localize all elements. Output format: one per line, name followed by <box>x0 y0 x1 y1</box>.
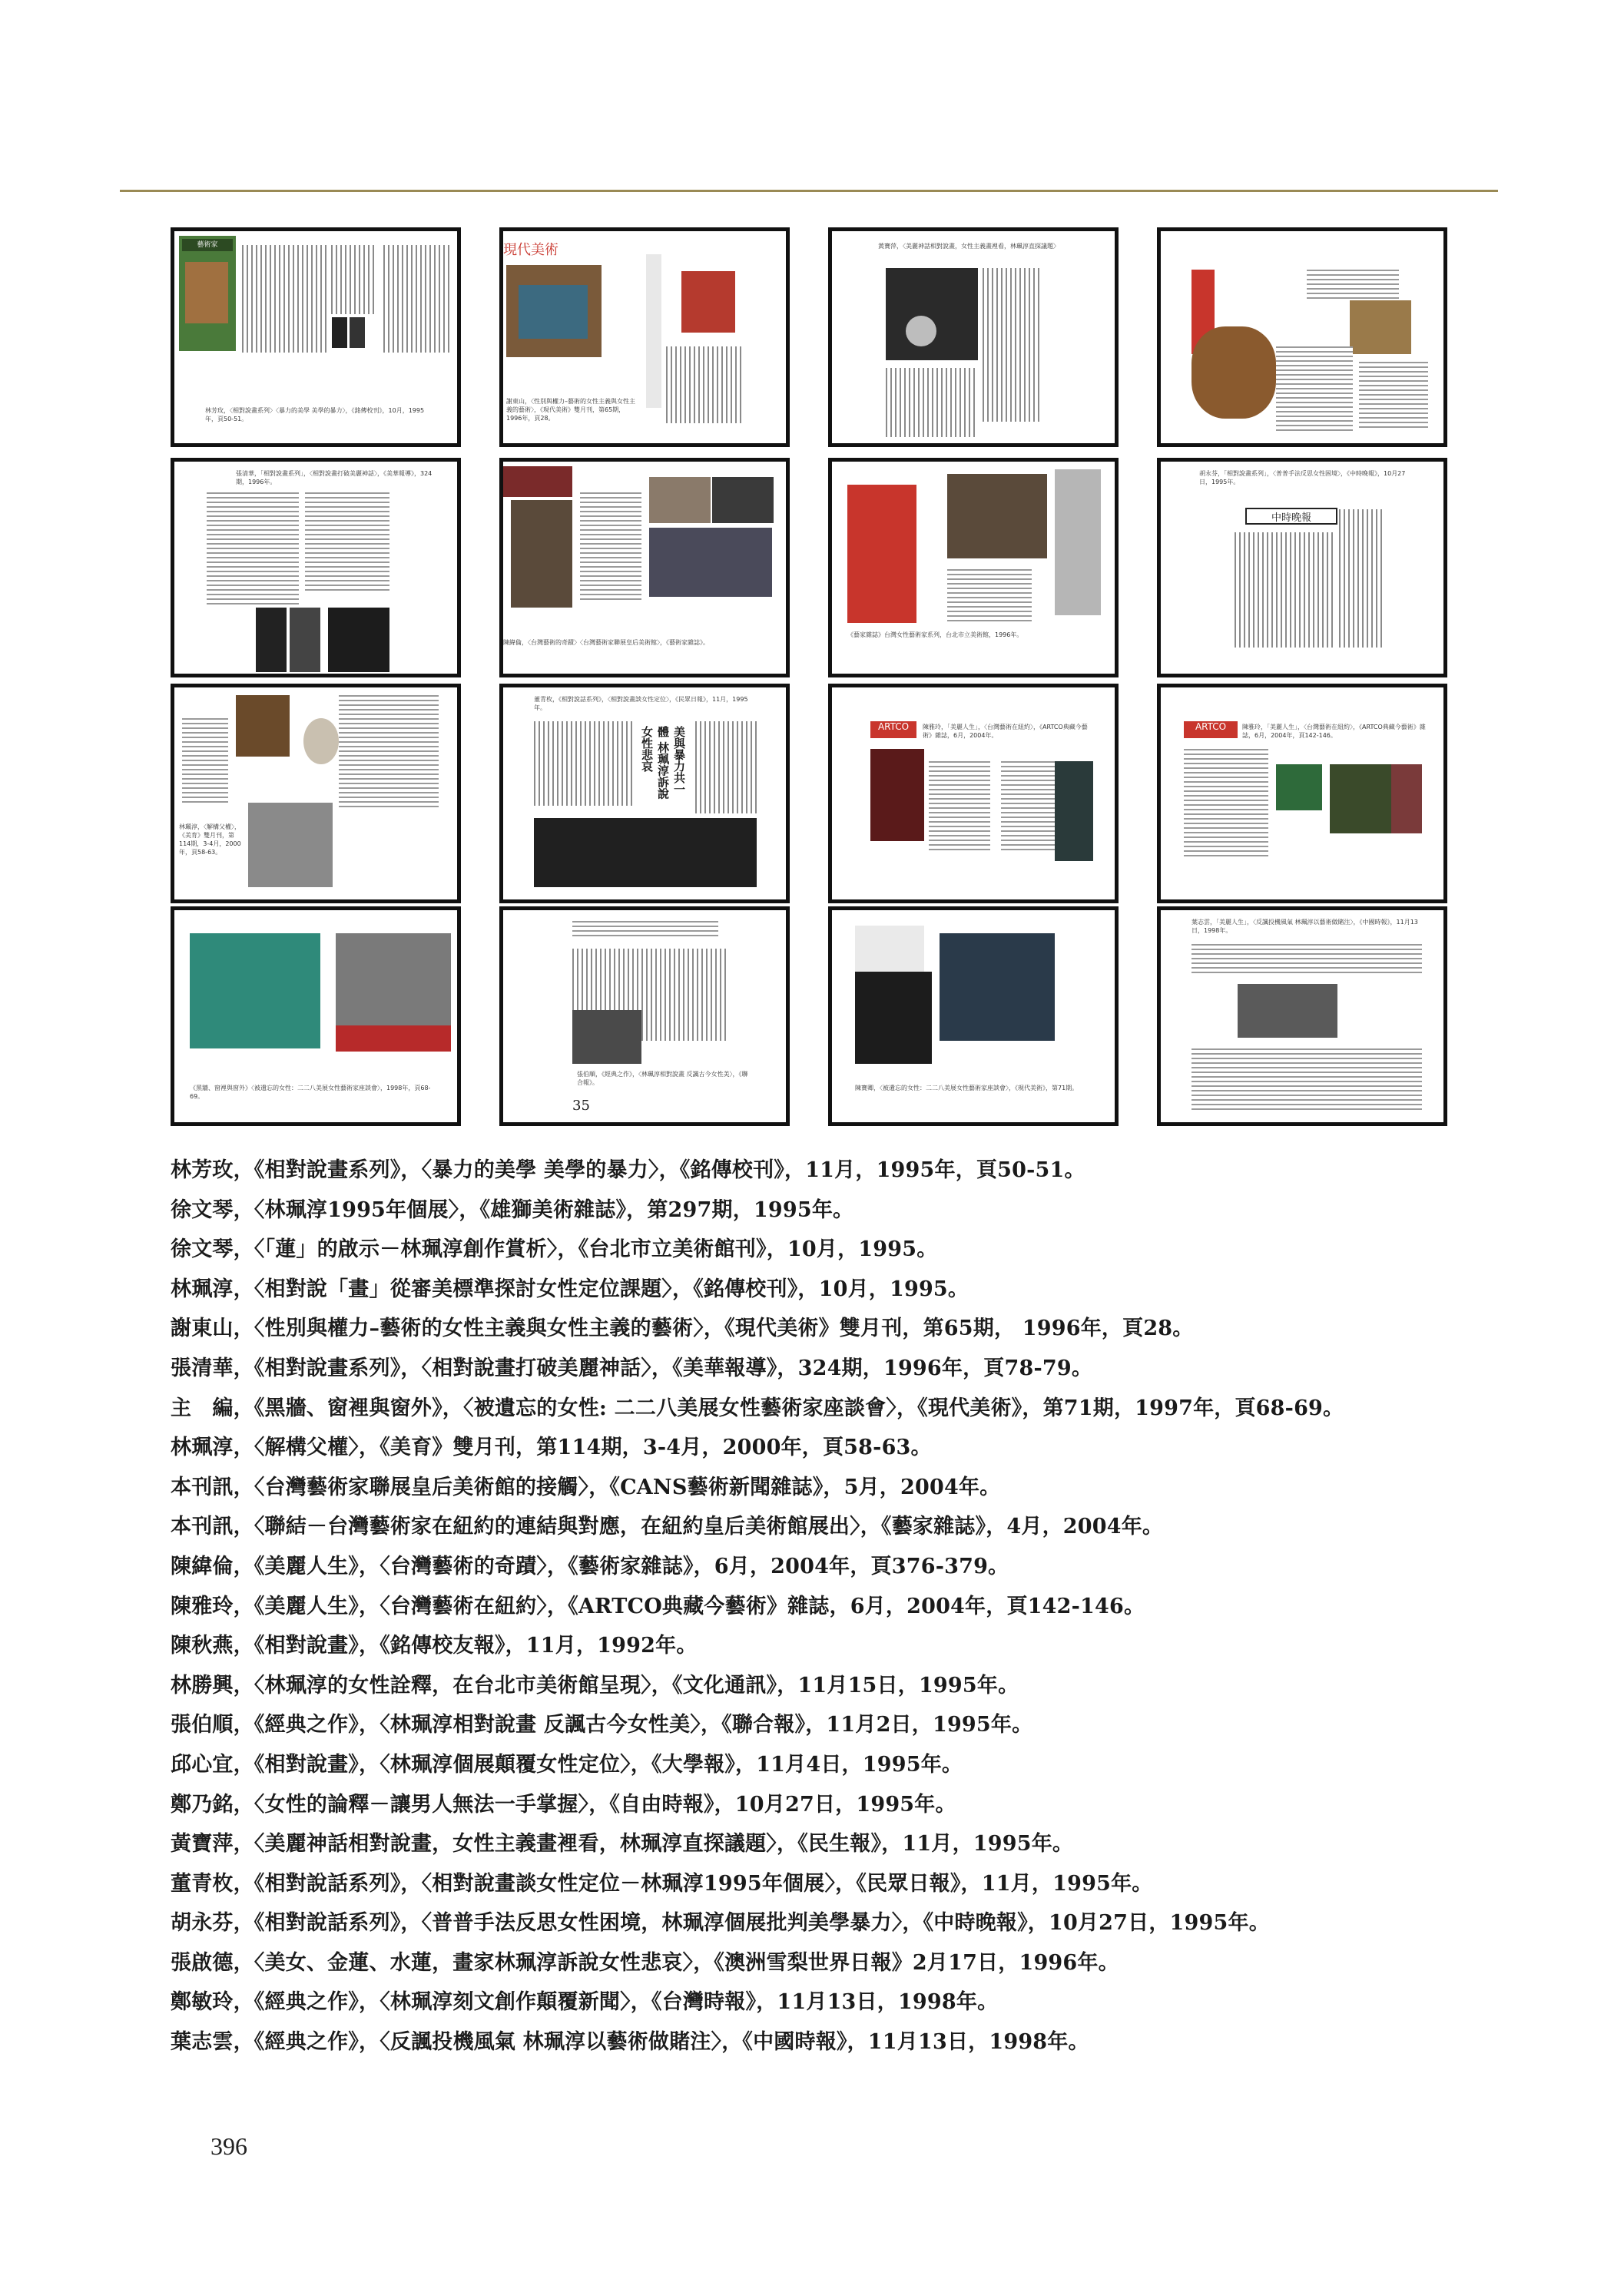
clipping-thumbnail-3 <box>828 227 1119 447</box>
article-text <box>1307 270 1399 300</box>
artwork-photo <box>303 718 339 764</box>
cover-teal <box>190 933 320 1048</box>
thumbnail-caption: 葉志雲，「美麗人生」，〈反諷投機風氣 林珮淳以藝術做賭注〉，《中國時報》，11月13日，1998年。 <box>1191 919 1418 934</box>
reference-entry: 陳秋燕，《相對說畫》，《銘傳校友報》，11月，1992年。 <box>171 1634 698 1658</box>
thumbnail-caption: 陳雅玲，「美麗人生」，〈台灣藝術在紐約〉，《ARTCO典藏今藝術》雜誌，6月，2004年，頁142-146。 <box>1242 724 1426 739</box>
installation-photo <box>940 933 1055 1041</box>
clipping-thumbnail-13 <box>171 906 461 1126</box>
article-text <box>1191 1048 1422 1113</box>
article-text <box>947 569 1032 623</box>
clipping-thumbnail-16 <box>1157 906 1447 1126</box>
artco-logo: ARTCO <box>1184 721 1238 738</box>
red-carpet <box>336 1025 451 1052</box>
clipping-thumbnail-5 <box>171 458 461 677</box>
spine <box>646 254 661 408</box>
article-text <box>572 921 718 938</box>
article-text <box>1191 944 1422 975</box>
artwork-photo <box>236 695 290 757</box>
clipping-thumbnail-12 <box>1157 684 1447 903</box>
reference-entry: 黃寶萍，〈美麗神話相對說畫，女性主義畫裡看，林珮淳直探議題〉，《民生報》，11月，1995年。 <box>171 1832 1074 1857</box>
clipping-thumbnail-15 <box>828 906 1119 1126</box>
thumbnail-caption: 胡永芬，「相對說畫系列」，〈普普手法反思女性困境〉，《中時晚報》，10月27日，1995年。 <box>1199 470 1406 485</box>
reference-entry: 林珮淳，〈解構父權〉，《美育》雙月刊，第114期，3-4月，2000年，頁58-63。 <box>171 1436 932 1460</box>
artwork-photo <box>1391 764 1422 833</box>
thumbnail-caption: 陳緯倫，〈台灣藝術的奇蹟〉〈台灣藝術家聯展皇后美術館〉，《藝術家雜誌》。 <box>503 639 709 646</box>
reference-entry: 主 編，《黑牆、窗裡與窗外》，〈被遺忘的女性: 二二八美展女性藝術家座談會〉，《現代美術》，第71期，1997年，頁68-69。 <box>171 1396 1344 1420</box>
article-text <box>1235 532 1334 648</box>
reference-entry: 陳雅玲，《美麗人生》，〈台灣藝術在紐約〉，《ARTCO典藏今藝術》雜誌，6月，2004年，頁142-146。 <box>171 1594 1145 1618</box>
reference-list <box>171 1151 1515 2062</box>
clipping-thumbnail-10 <box>499 684 790 903</box>
article-text <box>666 346 743 423</box>
reference-entry: 本刊訊，〈台灣藝術家聯展皇后美術館的接觸〉，《CANS藝術新聞雜誌》，5月，2004年。 <box>171 1475 1001 1499</box>
thumbnail-caption: 《黑牆、窗裡與窗外》〈被遺忘的女性：二二八美展女性藝術家座談會〉，1998年，頁68-69。 <box>190 1085 431 1100</box>
article-text <box>886 368 978 437</box>
magazine-header <box>503 466 572 497</box>
reference-entry: 張伯順，《經典之作》，〈林珮淳相對說畫 反諷古今女性美〉，《聯合報》，11月2日，1995年。 <box>171 1713 1033 1737</box>
thumbnail-caption: 林珮淳，〈解構父權〉，《美育》雙月刊，第114期，3-4月，2000年，頁58-63。 <box>179 823 241 856</box>
reference-entry: 本刊訊，〈聯結－台灣藝術家在紐約的連結與對應，在紐約皇后美術館展出〉，《藝家雜誌》，4月，2004年。 <box>171 1515 1164 1539</box>
clipping-thumbnail-2 <box>499 227 790 447</box>
photo <box>1350 300 1411 354</box>
thumbnail-caption: 陳寶卿，〈被遺忘的女性：二二八美展女性藝術家座談會〉，《現代美術》，第71期。 <box>855 1085 1079 1091</box>
artwork-photo <box>1330 764 1391 833</box>
reference-entry: 陳緯倫，《美麗人生》，〈台灣藝術的奇蹟〉，《藝術家雜誌》，6月，2004年，頁376-379。 <box>171 1554 1009 1578</box>
clipping-thumbnail-4 <box>1157 227 1447 447</box>
article-text <box>1359 362 1428 431</box>
reference-entry: 林珮淳，〈相對說「畫」從審美標準探討女性定位課題〉，《銘傳校刊》，10月，1995。 <box>171 1277 969 1301</box>
page-number: 396 <box>210 2132 247 2160</box>
article-text <box>305 492 389 592</box>
photo <box>328 608 389 672</box>
photo <box>1238 984 1337 1038</box>
article-text <box>339 695 439 810</box>
article-text <box>983 268 1041 422</box>
thumbnail-caption: 陳雅玲，「美麗人生」，〈台灣藝術在紐約〉，《ARTCO典藏今藝術》雜誌，6月，2004年。 <box>923 724 1088 739</box>
article-text <box>182 718 228 803</box>
reference-entry: 林勝興，〈林珮淳的女性詮釋，在台北市美術館呈現〉，《文化通訊》，11月15日，1995年。 <box>171 1673 1019 1698</box>
article-text <box>534 721 634 806</box>
photo <box>572 1010 641 1064</box>
thumbnail-caption: 張清華，「相對說畫系列」，〈相對說畫打破美麗神話〉，《美華報導》，324期，1996年。 <box>236 470 433 485</box>
reference-entry: 謝東山，〈性別與權力–藝術的女性主義與女性主義的藝術〉，《現代美術》雙月刊，第65期， 1996年，頁28。 <box>171 1317 1194 1341</box>
photo <box>649 528 772 597</box>
photo <box>1055 761 1093 861</box>
reference-entry: 董青枚，《相對說話系列》，〈相對說畫談女性定位－林珮淳1995年個展〉，《民眾日報》，11月，1995年。 <box>171 1871 1153 1896</box>
photo <box>712 477 774 523</box>
reference-entry: 張啟德，〈美女、金蓮、水蓮，畫家林珮淳訴說女性悲哀〉，《澳洲雪梨世界日報》2月17日，1996年。 <box>171 1950 1119 1975</box>
clipping-thumbnail-1 <box>171 227 461 447</box>
page-shadow <box>1055 469 1101 615</box>
cover-image <box>185 262 228 323</box>
article-text <box>383 245 452 353</box>
header-rule <box>120 190 1498 192</box>
photo <box>256 608 287 672</box>
clipping-thumbnail-6 <box>499 458 790 677</box>
article-text <box>1276 346 1353 431</box>
clipping-thumbnail-11 <box>828 684 1119 903</box>
article-text <box>695 721 757 813</box>
article-text <box>580 492 641 600</box>
newspaper-masthead: 中時晚報 <box>1245 508 1337 525</box>
artwork-detail <box>519 285 588 339</box>
clipping-thumbnail-14 <box>499 906 790 1126</box>
photo <box>649 477 711 523</box>
reference-entry: 徐文琴，〈林珮淳1995年個展〉，《雄獅美術雜誌》，第297期，1995年。 <box>171 1197 854 1222</box>
clipping-grid <box>171 227 1449 1125</box>
thumbnail-caption: 黃寶萍，〈美麗神話相對說畫，女性主義畫裡看，林珮淳直探議題〉 <box>878 243 1059 250</box>
installation-photo <box>947 474 1047 558</box>
reference-entry: 林芳玫，《相對說畫系列》，〈暴力的美學 美學的暴力〉，《銘傳校刊》，11月，1995年，頁50-51。 <box>171 1158 1085 1182</box>
photo <box>332 317 347 348</box>
reference-entry: 徐文琴，〈「蓮」的啟示－林珮淳創作賞析〉，《台北市立美術館刊》，10月，1995。 <box>171 1237 938 1262</box>
clipping-thumbnail-8 <box>1157 458 1447 677</box>
cover-masthead: 藝術家 <box>182 239 233 251</box>
reference-entry: 張清華，《相對說畫系列》，〈相對說畫打破美麗神話〉，《美華報導》，324期，1996年，頁78-79。 <box>171 1356 1093 1380</box>
artwork-photo <box>1276 764 1322 810</box>
magazine-title: 現代美術 <box>503 242 558 258</box>
thumbnail-caption: 謝東山，〈性別與權力–藝術的女性主義與女性主義的藝術〉，《現代美術》雙月刊，第65期，1996年，頁28。 <box>506 398 635 422</box>
photo <box>350 317 365 348</box>
reference-entry: 鄭敏玲，《經典之作》，〈林珮淳刻文創作顛覆新聞〉，《台灣時報》，11月13日，1998年。 <box>171 1990 999 2015</box>
reference-entry: 葉志雲，《經典之作》，〈反諷投機風氣 林珮淳以藝術做賭注〉，《中國時報》，11月13日，1998年。 <box>171 2030 1089 2055</box>
article-text <box>242 245 326 353</box>
photo-column <box>511 500 572 608</box>
article-text <box>1001 761 1055 853</box>
clipping-thumbnail-9 <box>171 684 461 903</box>
article-text <box>207 492 299 608</box>
artwork-photo <box>870 749 924 841</box>
artwork-image <box>1191 326 1276 419</box>
thumbnail-caption: 張伯順，《經典之作》，〈林珮淳相對說畫 反諷古今女性美〉，《聯合報》。 <box>577 1071 748 1086</box>
newspaper-headline: 美與暴力共一體 林珮淳訴說女性悲哀 <box>640 726 686 800</box>
artco-logo: ARTCO <box>870 721 916 738</box>
clipping-thumbnail-7 <box>828 458 1119 677</box>
article-text <box>929 761 990 853</box>
article-headline <box>1339 509 1385 648</box>
article-text <box>1184 749 1268 856</box>
artwork-pattern <box>681 271 735 333</box>
photo-detail <box>906 316 936 346</box>
cover-red <box>847 485 916 623</box>
thumbnail-caption: 林芳玫，〈相對說畫系列〉〈暴力的美學 美學的暴力〉，《銘傳校刊》，10月，1995年，頁50-51。 <box>205 407 425 422</box>
newspaper-photo <box>886 268 978 360</box>
reference-entry: 邱心宜，《相對說畫》，〈林珮淳個展顛覆女性定位〉，《大學報》，11月4日，1995年。 <box>171 1752 963 1777</box>
gallery-photo <box>248 803 333 887</box>
thumbnail-caption: 董青枚，《相對說話系列》，〈相對說畫談女性定位〉，《民眾日報》，11月，1995年。 <box>534 696 748 711</box>
artwork-photo <box>534 818 757 887</box>
reference-entry: 鄭乃銘，〈女性的論釋－讓男人無法一手掌握〉，《自由時報》，10月27日，1995年。 <box>171 1792 956 1817</box>
reference-entry: 胡永芬，《相對說話系列》，〈普普手法反思女性困境，林珮淳個展批判美學暴力〉，《中時晚報》，10月27日，1995年。 <box>171 1911 1270 1936</box>
thumbnail-caption: 《藝家雜誌》台灣女性藝術家系列，台北市立美術館，1996年。 <box>847 631 1023 638</box>
landscape-photo <box>855 972 932 1064</box>
page-number-small: 35 <box>572 1098 590 1114</box>
article-text <box>331 245 377 314</box>
photo <box>290 608 320 672</box>
